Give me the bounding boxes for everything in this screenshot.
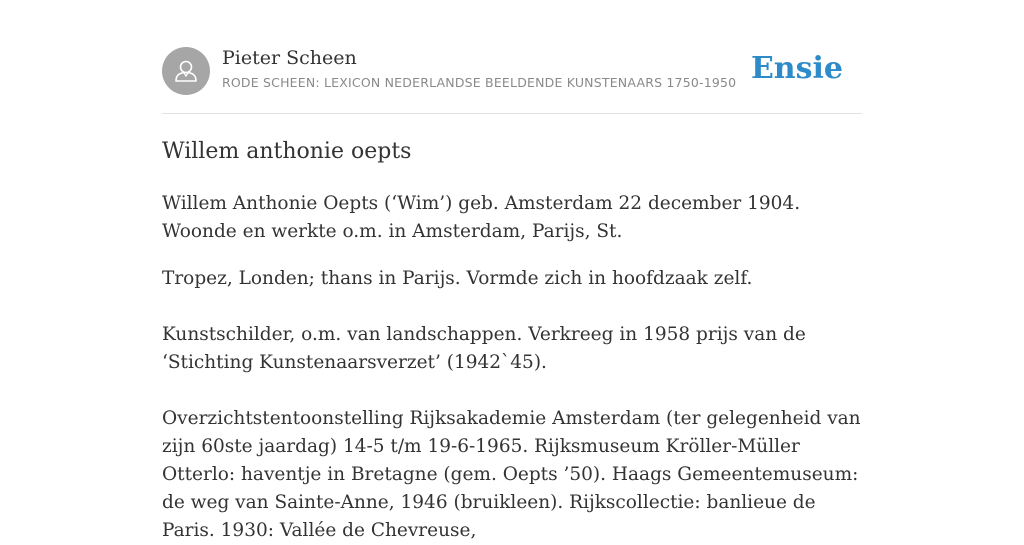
- paragraph-1: Willem Anthonie Oepts (‘Wim’) geb. Amsterdam 22 december 1904. Woonde en werkte o.m. in Amsterdam, Parijs, St.: [162, 193, 801, 242]
- author-name[interactable]: Pieter Scheen: [222, 47, 357, 69]
- paragraph-2: Tropez, Londen; thans in Parijs. Vormde zich in hoofdzaak zelf.: [162, 268, 753, 289]
- page-title: Willem anthonie oepts: [162, 139, 412, 164]
- paragraph-3: Kunstschilder, o.m. van landschappen. Verkreeg in 1958 prijs van de ‘Stichting Kunstenaarsverzet’ (1942`45).: [162, 324, 806, 373]
- article-header: [162, 46, 862, 96]
- avatar[interactable]: [162, 47, 210, 95]
- source-title[interactable]: RODE SCHEEN: LEXICON NEDERLANDSE BEELDENDE KUNSTENAARS 1750-1950: [222, 75, 737, 90]
- ensie-logo[interactable]: Ensie: [750, 51, 843, 86]
- divider: [162, 113, 862, 114]
- user-icon: [162, 47, 210, 95]
- paragraph-4: Overzichtstentoonstelling Rijksakademie Amsterdam (ter gelegenheid van zijn 60ste jaardag) 14-5 t/m 19-6-1965. Rijksmuseum Kröller-Müller Otterlo: haventje in Bretagne (gem. Oepts ’50). Haags Gemeentemuseum: de weg van Sainte-Anne, 1946 (bruikleen). Rijkscollectie: banlieue de Paris. 1930: Vallée de Chevreuse,: [162, 408, 861, 541]
